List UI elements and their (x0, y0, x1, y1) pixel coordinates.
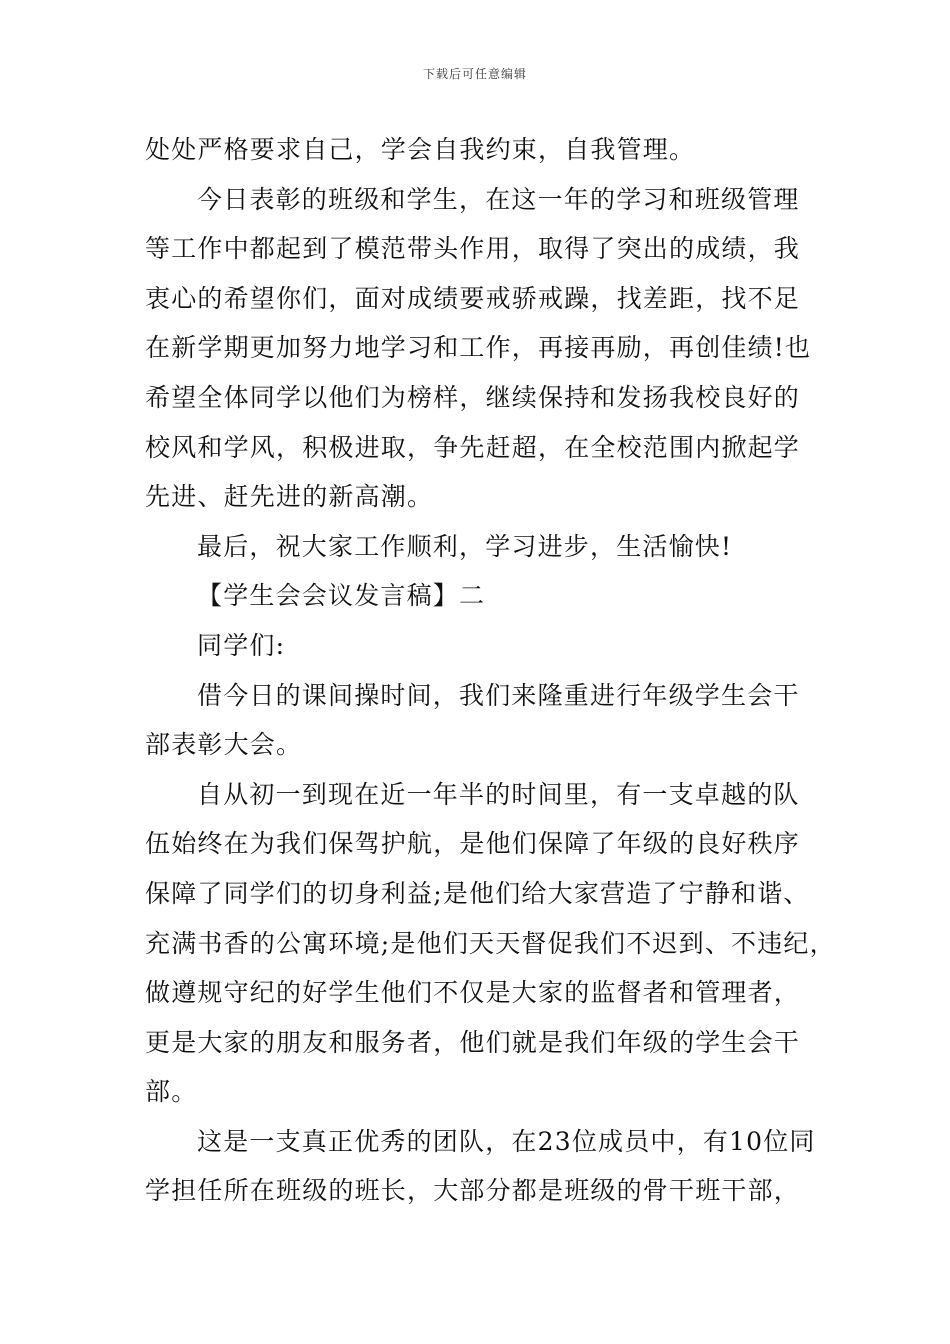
text-line: 部表彰大会。 (145, 730, 303, 760)
text-line: 这是一支真正优秀的团队，在23位成员中，有10位同 (197, 1126, 816, 1156)
text-line: 希望全体同学以他们为榜样，继续保持和发扬我校良好的 (145, 382, 801, 412)
text-line: 先进、赶先进的新高潮。 (145, 482, 434, 512)
text-line: 更是大家的朋友和服务者，他们就是我们年级的学生会干 (145, 1027, 801, 1057)
body-text (145, 125, 836, 1216)
text-line: 自从初一到现在近一年半的时间里，有一支卓越的队 (197, 779, 800, 809)
text-line: 最后，祝大家工作顺利，学习进步，生活愉快! (197, 531, 733, 561)
salutation: 同学们: (197, 630, 286, 660)
text-line: 部。 (145, 1077, 198, 1107)
text-line: 学担任所在班级的班长，大部分都是班级的骨干班干部， (145, 1176, 801, 1206)
text-line: 伍始终在为我们保驾护航，是他们保障了年级的良好秩序 (145, 829, 801, 859)
text-line: 充满书香的公寓环境;是他们天天督促我们不迟到、不违纪， (145, 928, 836, 958)
text-line: 保障了同学们的切身利益;是他们给大家营造了宁静和谐、 (145, 878, 810, 908)
text-line: 在新学期更加努力地学习和工作，再接再励，再创佳绩!也 (145, 333, 812, 363)
text-line: 校风和学风，积极进取，争先赶超，在全校范围内掀起学 (145, 432, 801, 462)
text-line: 今日表彰的班级和学生，在这一年的学习和班级管理 (197, 184, 800, 214)
text-line: 处处严格要求自己，学会自我约束，自我管理。 (145, 135, 696, 164)
header-note: 下载后可任意编辑 (422, 67, 527, 81)
section-heading: 【学生会会议发言稿】二 (197, 581, 486, 611)
text-line: 借今日的课间操时间，我们来隆重进行年级学生会干 (197, 680, 800, 710)
text-line: 等工作中都起到了模范带头作用，取得了突出的成绩，我 (145, 234, 801, 264)
text-line: 衷心的希望你们，面对成绩要戒骄戒躁，找差距，找不足 (145, 283, 801, 313)
text-line: 做遵规守纪的好学生他们不仅是大家的监督者和管理者， (145, 978, 801, 1008)
